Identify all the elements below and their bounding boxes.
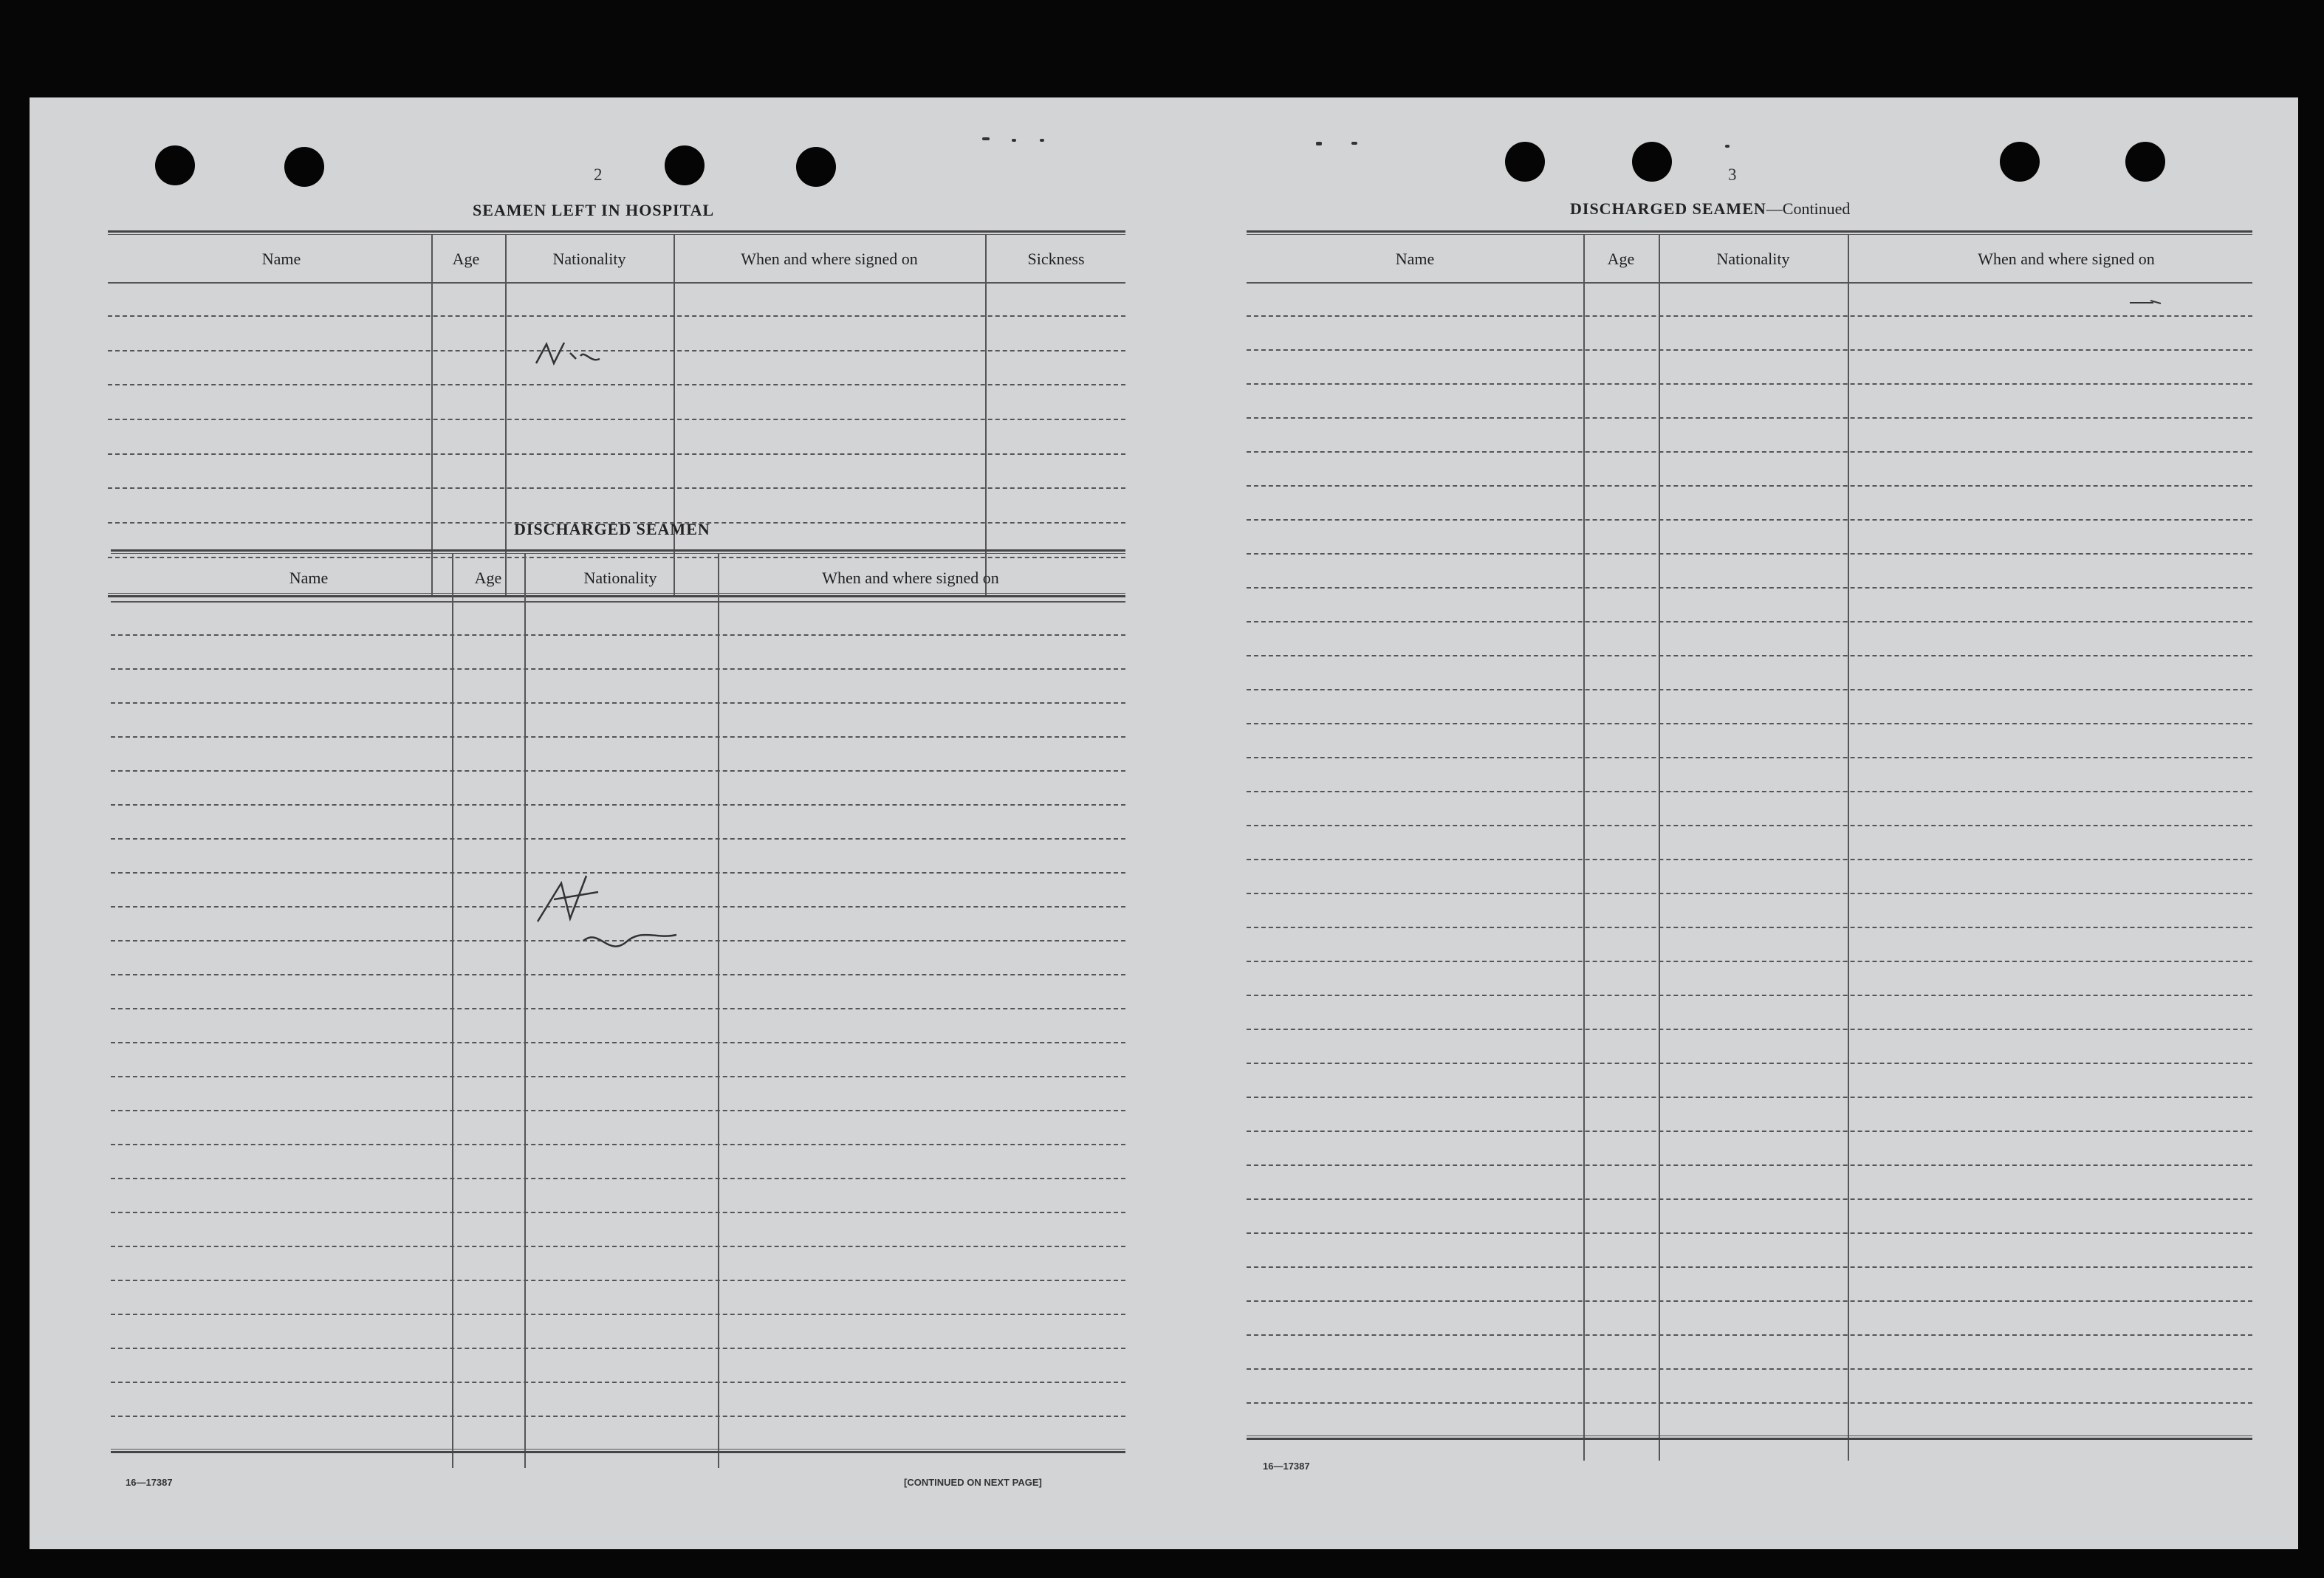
column-header-signed-on: When and where signed on bbox=[822, 569, 999, 587]
document-sheet bbox=[30, 97, 2298, 1549]
ink-speck bbox=[982, 137, 990, 140]
table-row bbox=[1247, 1402, 2252, 1404]
table-row bbox=[111, 1076, 1125, 1077]
ink-tick-mark bbox=[2128, 297, 2165, 309]
table-row bbox=[1247, 1266, 2252, 1268]
table-row bbox=[111, 1382, 1125, 1383]
table-row bbox=[108, 315, 1125, 317]
table-row bbox=[111, 1178, 1125, 1179]
page-number-right: 3 bbox=[1728, 165, 1737, 184]
table-row bbox=[1247, 1300, 2252, 1302]
ink-speck bbox=[1316, 142, 1322, 145]
column-header-nationality: Nationality bbox=[552, 250, 626, 268]
table-row bbox=[1247, 1334, 2252, 1336]
table-row bbox=[1247, 1164, 2252, 1166]
ink-speck bbox=[1040, 139, 1044, 142]
table-row bbox=[111, 1042, 1125, 1043]
table-row bbox=[1247, 315, 2252, 317]
table-row bbox=[1247, 417, 2252, 419]
hospital-table-title: SEAMEN LEFT IN HOSPITAL bbox=[473, 201, 715, 219]
table-row bbox=[111, 804, 1125, 806]
table-row bbox=[1247, 689, 2252, 690]
table-row bbox=[1247, 621, 2252, 622]
table-row bbox=[108, 453, 1125, 455]
form-number-left: 16—17387 bbox=[126, 1477, 173, 1488]
column-header-name: Name bbox=[289, 569, 329, 587]
table-row bbox=[111, 974, 1125, 975]
table-row bbox=[1247, 1097, 2252, 1098]
table-row bbox=[1247, 723, 2252, 724]
table-row bbox=[111, 838, 1125, 840]
table-row bbox=[1247, 859, 2252, 860]
table-row bbox=[1247, 757, 2252, 758]
table-row bbox=[111, 1144, 1125, 1145]
table-row bbox=[1247, 1131, 2252, 1132]
column-header-nationality: Nationality bbox=[1716, 250, 1790, 268]
punch-hole bbox=[665, 145, 705, 185]
table-row bbox=[1247, 1368, 2252, 1370]
table-row bbox=[1247, 451, 2252, 453]
discharged-table-title: DISCHARGED SEAMEN bbox=[514, 520, 710, 538]
table-row bbox=[111, 770, 1125, 772]
table-row bbox=[108, 487, 1125, 489]
table-row bbox=[111, 736, 1125, 738]
table-row bbox=[1247, 519, 2252, 521]
column-header-signed-on: When and where signed on bbox=[1978, 250, 2155, 268]
title-main: DISCHARGED SEAMEN bbox=[1570, 199, 1766, 218]
handwritten-nil-mark bbox=[532, 870, 709, 966]
page-number-left: 2 bbox=[594, 165, 603, 184]
column-header-signed-on: When and where signed on bbox=[741, 250, 918, 268]
table-row bbox=[111, 1008, 1125, 1009]
ink-speck bbox=[1725, 145, 1730, 148]
handwritten-nil-mark bbox=[532, 334, 620, 378]
column-header-nationality: Nationality bbox=[583, 569, 657, 587]
table-row bbox=[111, 1212, 1125, 1213]
punch-hole bbox=[155, 145, 195, 185]
table-row bbox=[1247, 485, 2252, 487]
discharged-table-left bbox=[111, 549, 1125, 1468]
table-row bbox=[1247, 927, 2252, 928]
title-continued: —Continued bbox=[1766, 199, 1851, 218]
table-row bbox=[111, 668, 1125, 670]
table-row bbox=[111, 1246, 1125, 1247]
table-row bbox=[1247, 655, 2252, 656]
table-row bbox=[1247, 349, 2252, 351]
table-row bbox=[1247, 383, 2252, 385]
table-row bbox=[1247, 1232, 2252, 1234]
table-row bbox=[1247, 1029, 2252, 1030]
table-row bbox=[1247, 587, 2252, 589]
table-row bbox=[1247, 893, 2252, 894]
table-row bbox=[111, 1110, 1125, 1111]
table-row bbox=[1247, 961, 2252, 962]
form-number-right: 16—17387 bbox=[1263, 1461, 1310, 1472]
column-header-age: Age bbox=[474, 569, 502, 587]
table-row bbox=[108, 419, 1125, 420]
hospital-table bbox=[108, 230, 1125, 601]
punch-hole bbox=[2125, 142, 2165, 182]
punch-hole bbox=[284, 147, 324, 187]
punch-hole bbox=[1632, 142, 1672, 182]
table-row bbox=[1247, 553, 2252, 555]
column-header-name: Name bbox=[261, 250, 301, 268]
table-row bbox=[1247, 1063, 2252, 1064]
continued-note: [CONTINUED ON NEXT PAGE] bbox=[904, 1477, 1042, 1488]
table-row bbox=[108, 384, 1125, 385]
column-header-age: Age bbox=[452, 250, 480, 268]
table-row bbox=[111, 1280, 1125, 1281]
ink-speck bbox=[1351, 142, 1357, 145]
table-row bbox=[111, 1416, 1125, 1417]
table-row bbox=[1247, 825, 2252, 826]
table-row bbox=[111, 702, 1125, 704]
column-header-name: Name bbox=[1395, 250, 1435, 268]
table-row bbox=[1247, 791, 2252, 792]
punch-hole bbox=[1505, 142, 1545, 182]
column-header-sickness: Sickness bbox=[1027, 250, 1085, 268]
punch-hole bbox=[2000, 142, 2040, 182]
table-row bbox=[111, 1348, 1125, 1349]
table-row bbox=[111, 634, 1125, 636]
ink-speck bbox=[1012, 139, 1016, 142]
table-row bbox=[111, 1314, 1125, 1315]
table-row bbox=[1247, 1198, 2252, 1200]
table-row bbox=[1247, 995, 2252, 996]
discharged-table-right bbox=[1247, 230, 2252, 1465]
column-header-age: Age bbox=[1607, 250, 1635, 268]
punch-hole bbox=[796, 147, 836, 187]
discharged-continued-title bbox=[1570, 199, 1850, 219]
